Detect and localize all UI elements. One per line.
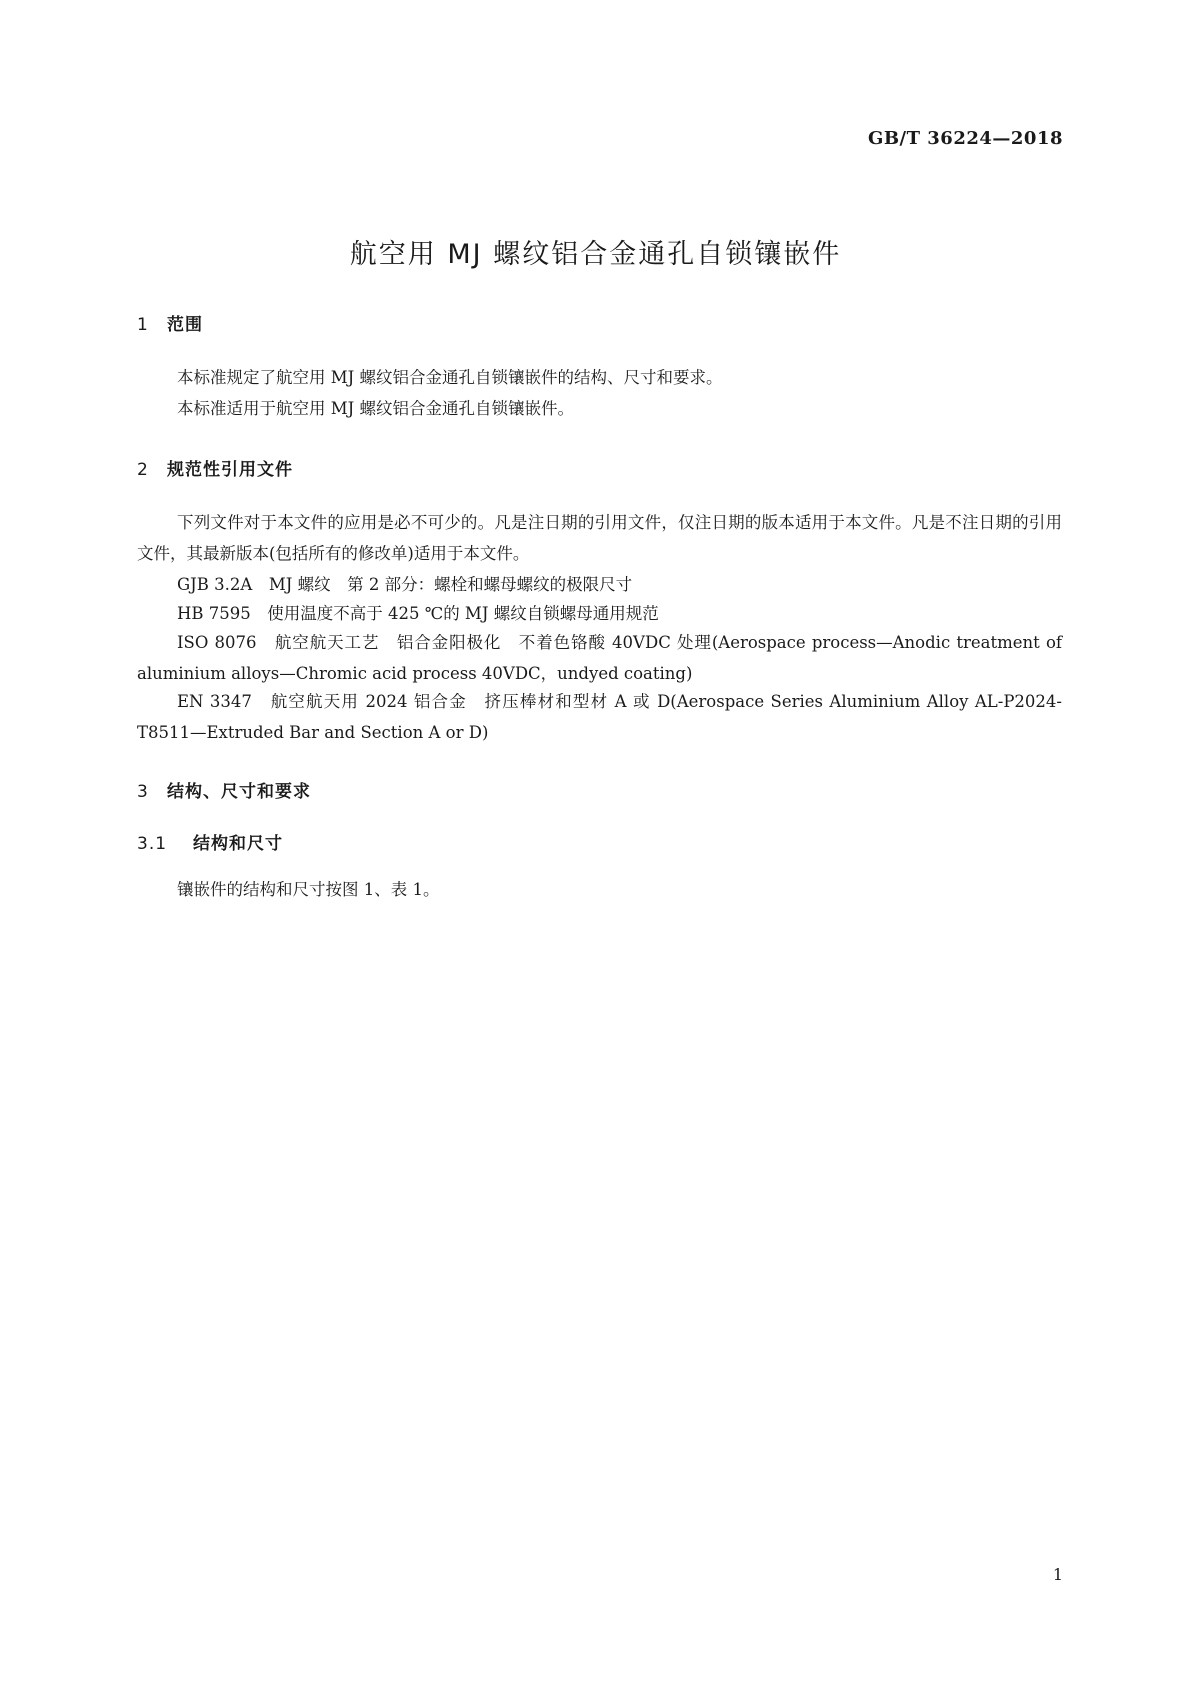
- document-title: 航空用 MJ 螺纹铝合金通孔自锁镶嵌件: [349, 239, 842, 270]
- section-1-heading: [137, 310, 203, 335]
- paragraph: 下列文件对于本文件的应用是必不可少的。凡是注日期的引用文件，仅注日期的版本适用于本文件。凡是不注日期的引用文件，其最新版本(包括所有的修改单)适用于本文件。: [137, 513, 1062, 563]
- section-title: 范围: [167, 315, 203, 335]
- section-2-heading: [137, 455, 293, 480]
- section-3-heading: [137, 777, 311, 802]
- page-number: 1: [1052, 1565, 1063, 1584]
- section-title: 结构和尺寸: [193, 834, 283, 854]
- section-number: 3: [137, 782, 149, 802]
- section-number: 1: [137, 315, 149, 335]
- section-number: 3.1: [137, 834, 168, 854]
- section-number: 2: [137, 460, 149, 480]
- section-title: 规范性引用文件: [167, 460, 293, 480]
- reference-entry: EN 3347 航空航天用 2024 铝合金 挤压棒材和型材 A 或 D(Aerospace Series Aluminium Alloy AL-P2024-T8511—Extruded Bar and Section A or D): [137, 692, 1062, 742]
- standard-number: GB/T 36224—2018: [867, 128, 1063, 149]
- reference-entry: ISO 8076 航空航天工艺 铝合金阳极化 不着色铬酸 40VDC 处理(Aerospace process—Anodic treatment of aluminium alloys—Chromic acid process 40VDC，undyed coating): [137, 633, 1062, 683]
- section-title: 结构、尺寸和要求: [167, 782, 311, 802]
- reference-entry: HB 7595 使用温度不高于 425 ℃的 MJ 螺纹自锁螺母通用规范: [177, 604, 659, 623]
- paragraph: 本标准规定了航空用 MJ 螺纹铝合金通孔自锁镶嵌件的结构、尺寸和要求。: [177, 368, 723, 387]
- paragraph: 本标准适用于航空用 MJ 螺纹铝合金通孔自锁镶嵌件。: [177, 399, 574, 418]
- section-3-1-heading: [137, 829, 283, 854]
- paragraph: 镶嵌件的结构和尺寸按图 1、表 1。: [177, 880, 440, 899]
- reference-entry: GJB 3.2A MJ 螺纹 第 2 部分：螺栓和螺母螺纹的极限尺寸: [177, 575, 633, 594]
